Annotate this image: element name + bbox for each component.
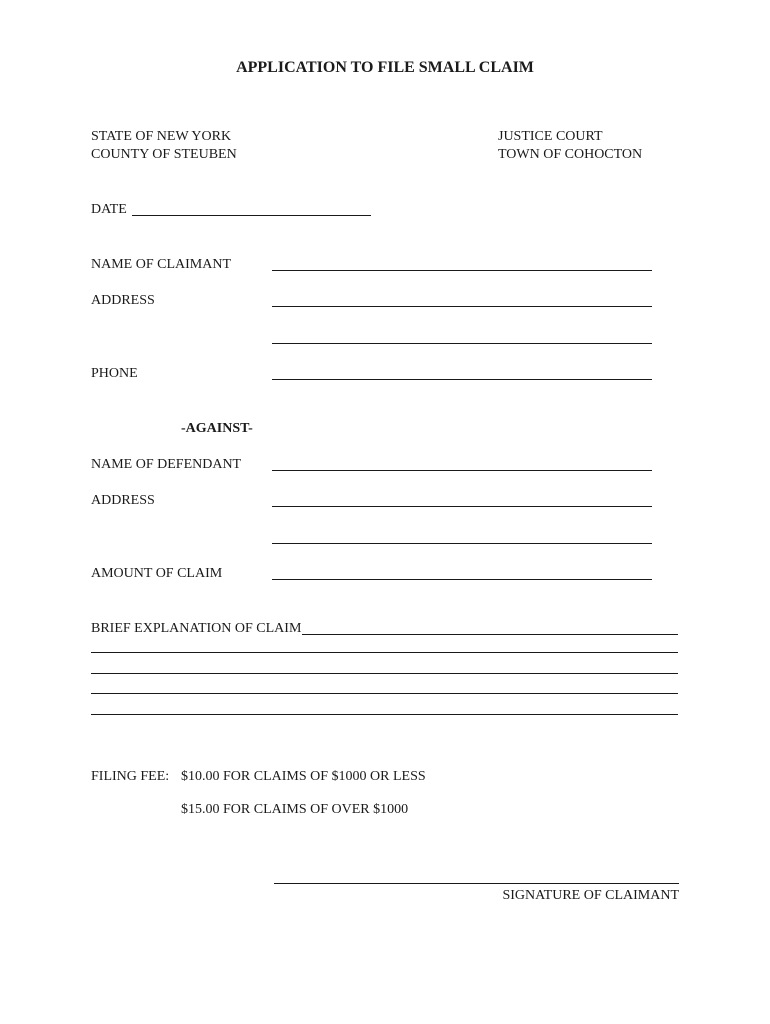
signature-field[interactable] — [274, 883, 679, 884]
explanation-field-line-5[interactable] — [91, 714, 678, 715]
amount-field[interactable] — [272, 579, 652, 580]
claimant-phone-label: PHONE — [91, 366, 138, 381]
defendant-address-field-line-1[interactable] — [272, 506, 652, 507]
filing-fee-small: $10.00 FOR CLAIMS OF $1000 OR LESS — [181, 769, 426, 784]
explanation-field-line-2[interactable] — [91, 652, 678, 653]
defendant-name-label: NAME OF DEFENDANT — [91, 457, 242, 472]
claimant-phone-field[interactable] — [272, 379, 652, 380]
date-field[interactable] — [132, 215, 371, 216]
date-label: DATE — [91, 202, 127, 217]
town-label: TOWN OF COHOCTON — [498, 147, 643, 162]
court-label: JUSTICE COURT — [498, 129, 603, 144]
defendant-address-label: ADDRESS — [91, 493, 155, 508]
state-label: STATE OF NEW YORK — [91, 129, 232, 144]
claimant-name-label: NAME OF CLAIMANT — [91, 257, 231, 272]
claimant-address-field-line-1[interactable] — [272, 306, 652, 307]
filing-fee-large: $15.00 FOR CLAIMS OF OVER $1000 — [181, 802, 409, 817]
explanation-field-line-4[interactable] — [91, 693, 678, 694]
claimant-address-field-line-2[interactable] — [272, 343, 652, 344]
explanation-label: BRIEF EXPLANATION OF CLAIM — [91, 621, 302, 636]
explanation-field-line-1[interactable] — [302, 634, 678, 635]
filing-fee-label: FILING FEE: — [91, 769, 170, 784]
explanation-field-line-3[interactable] — [91, 673, 678, 674]
claimant-name-field[interactable] — [272, 270, 652, 271]
against-label: -AGAINST- — [181, 421, 253, 436]
amount-label: AMOUNT OF CLAIM — [91, 566, 223, 581]
signature-label: SIGNATURE OF CLAIMANT — [502, 888, 679, 903]
defendant-address-field-line-2[interactable] — [272, 543, 652, 544]
county-label: COUNTY OF STEUBEN — [91, 147, 237, 162]
page-title: APPLICATION TO FILE SMALL CLAIM — [236, 59, 534, 76]
defendant-name-field[interactable] — [272, 470, 652, 471]
claimant-address-label: ADDRESS — [91, 293, 155, 308]
